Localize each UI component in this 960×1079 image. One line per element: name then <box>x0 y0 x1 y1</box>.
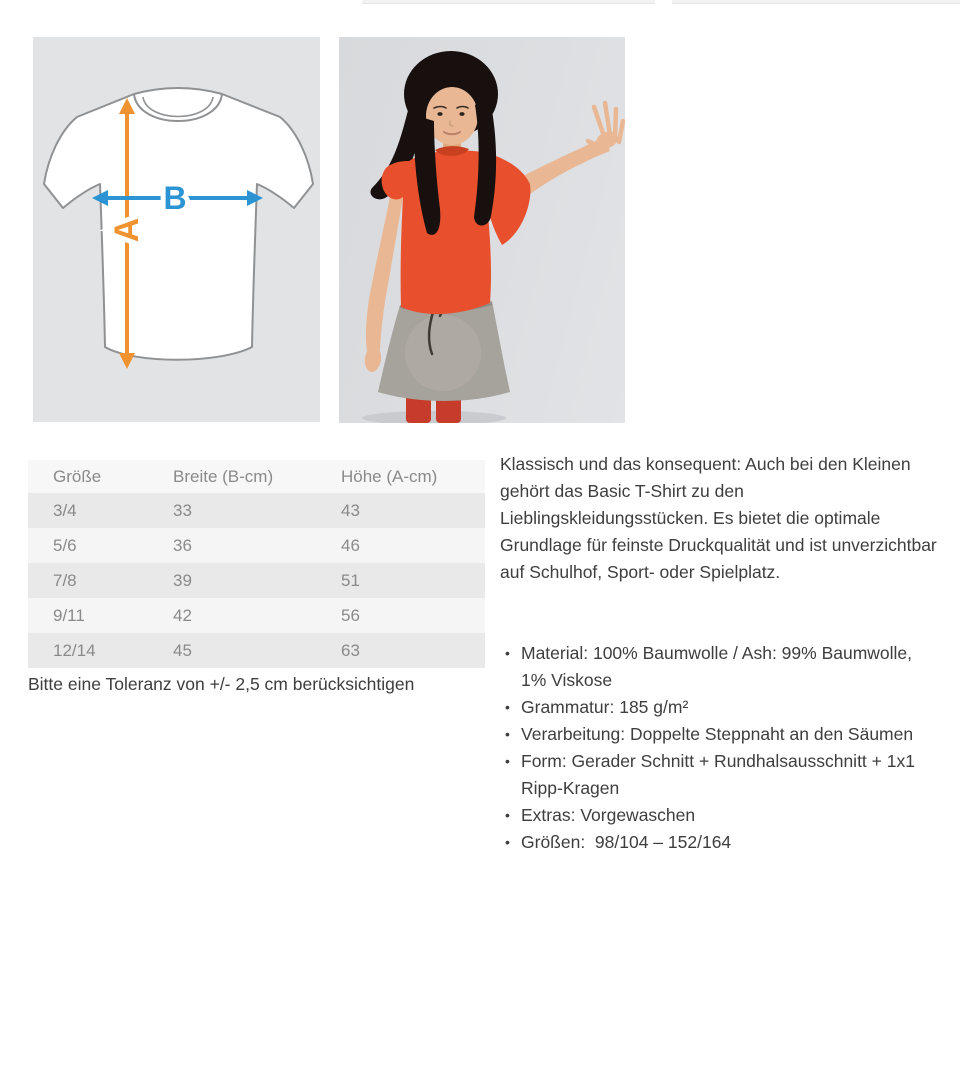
table-cell: 7/8 <box>28 563 172 598</box>
feature-item: • Form: Gerader Schnitt + Rundhalsausschnitt + 1x1 Ripp-Kragen <box>505 748 940 802</box>
size-table-header-row <box>28 460 485 493</box>
table-cell: 46 <box>340 528 485 563</box>
tshirt-diagram-icon <box>33 37 320 422</box>
table-row <box>28 598 485 633</box>
label-b: B <box>163 180 187 216</box>
feature-item: • Material: 100% Baumwolle / Ash: 99% Baumwolle, 1% Viskose <box>505 640 940 694</box>
model-photo-panel <box>339 37 625 423</box>
model-photo <box>339 37 625 423</box>
feature-item: • Größen: 98/104 – 152/164 <box>505 829 940 856</box>
label-a: A <box>108 217 146 243</box>
model-tshirt <box>382 150 531 314</box>
model-skirt <box>378 301 510 401</box>
table-cell: 45 <box>172 633 340 668</box>
table-row <box>28 493 485 528</box>
product-description-column <box>500 451 940 856</box>
table-row <box>28 633 485 668</box>
table-cell: 42 <box>172 598 340 633</box>
table-cell: 56 <box>340 598 485 633</box>
tshirt-outline <box>44 88 313 360</box>
table-cell: 5/6 <box>28 528 172 563</box>
size-table-header-hoehe: Höhe (A-cm) <box>340 460 485 493</box>
top-card-edge <box>672 0 960 4</box>
tolerance-note: Bitte eine Toleranz von +/- 2,5 cm berücksichtigen <box>28 674 415 694</box>
table-cell: 36 <box>172 528 340 563</box>
feature-item: • Grammatur: 185 g/m² <box>505 694 940 721</box>
table-cell: 3/4 <box>28 493 172 528</box>
product-description: Klassisch und das konsequent: Auch bei den Kleinen gehört das Basic T-Shirt zu den Lieblingskleidungsstücken. Es bietet die optimale Grundlage für feinste Druckqualität und ist unverzichtbar auf Schulhof, Sport- oder Spielplatz. <box>500 454 937 582</box>
table-cell: 39 <box>172 563 340 598</box>
table-cell: 33 <box>172 493 340 528</box>
feature-item: • Verarbeitung: Doppelte Steppnaht an den Säumen <box>505 721 940 748</box>
size-table-header-groesse: Größe <box>28 460 172 493</box>
table-cell: 12/14 <box>28 633 172 668</box>
table-row <box>28 528 485 563</box>
size-table-header-breite: Breite (B-cm) <box>172 460 340 493</box>
feature-list <box>500 640 940 856</box>
size-diagram-panel <box>33 37 320 422</box>
top-card-edge <box>362 0 655 4</box>
size-table <box>28 460 485 668</box>
table-cell: 9/11 <box>28 598 172 633</box>
table-cell: 63 <box>340 633 485 668</box>
table-cell: 43 <box>340 493 485 528</box>
table-row <box>28 563 485 598</box>
table-cell: 51 <box>340 563 485 598</box>
feature-item: • Extras: Vorgewaschen <box>505 802 940 829</box>
